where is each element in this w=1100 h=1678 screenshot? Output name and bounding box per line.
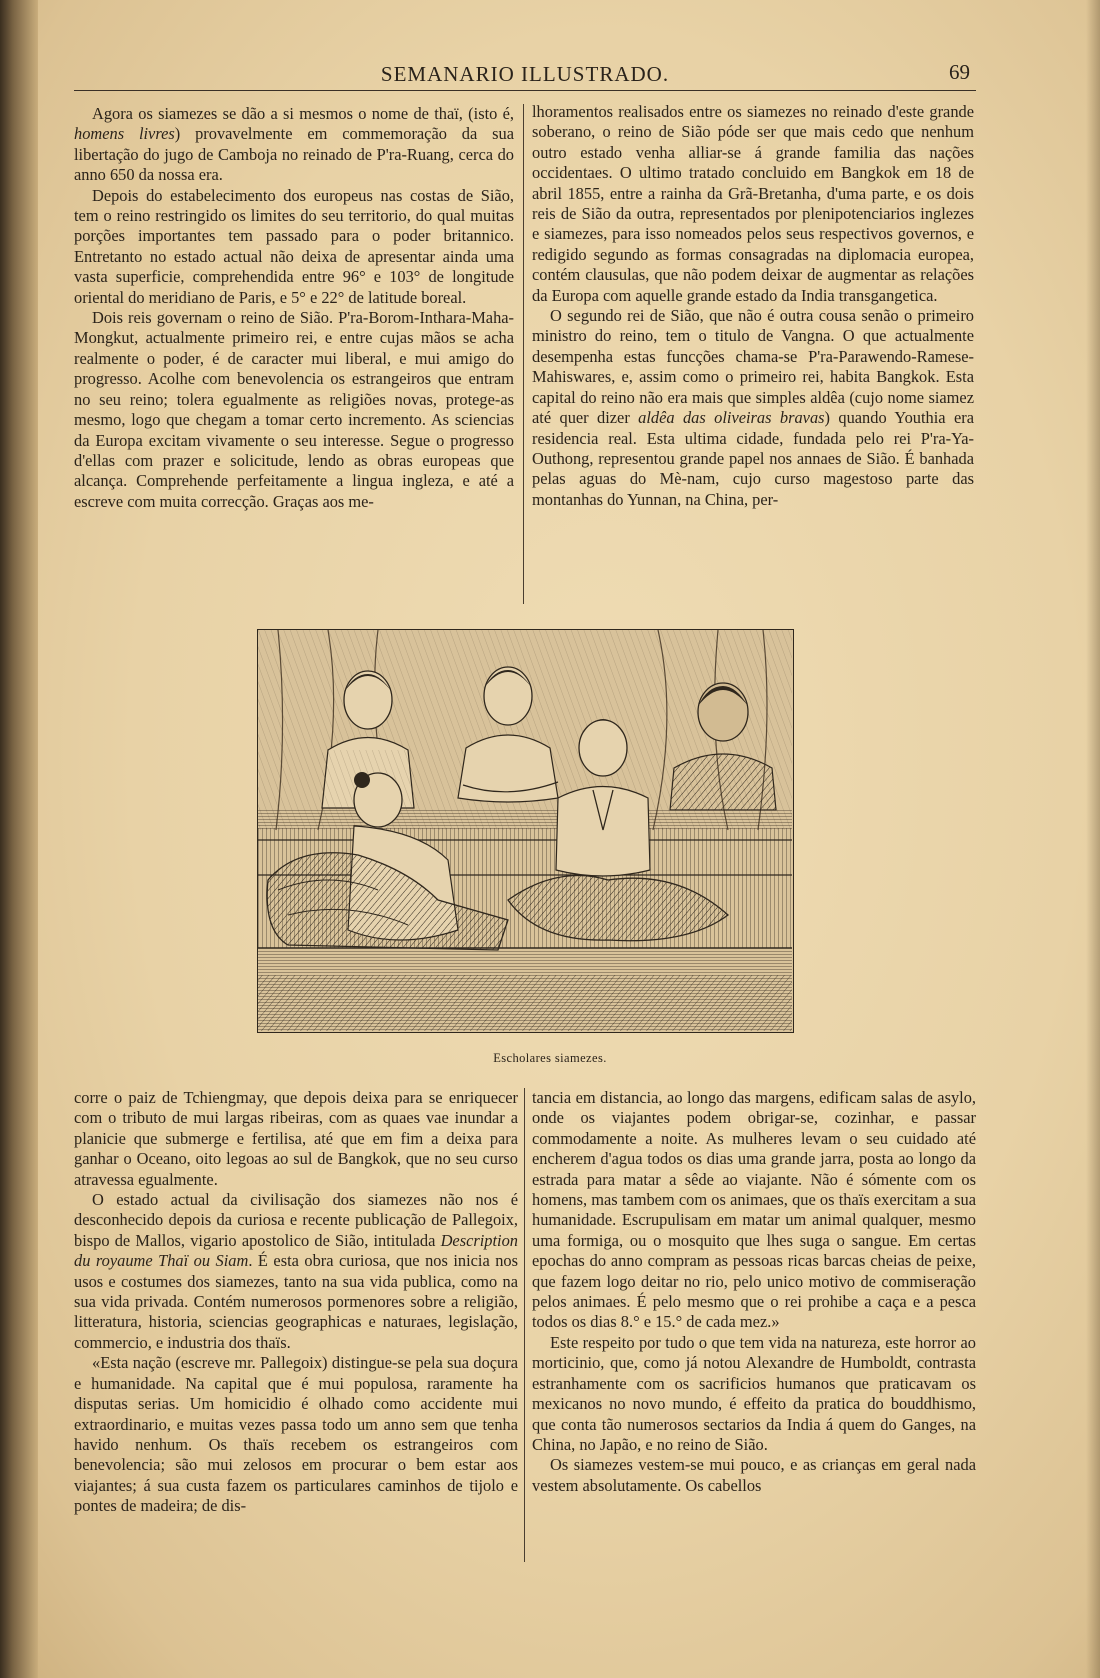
paragraph: O estado actual da civilisação dos siamezes não nos é desconhecido depois da curiosa e recente publicação de Pallegoix, bispo de Mallos, vigario apostolico de Sião, intitulada Description du royaume Thaï ou Siam. É esta obra curiosa, que nos inicia nos usos e costumes dos siamezes, tanto na sua vida publica, como na sua vida privada. Contém numerosos pormenores sobre a religião, litteratura, historia, sciencias geographicas e naturaes, legislação, commercio, e industria dos thaïs. [74,1190,518,1352]
paragraph: lhoramentos realisados entre os siamezes no reinado d'este grande soberano, o reino de Sião póde ser que mais cedo que nenhum outro estado venha alliar-se á grande familia das nações occidentaes. O ultimo tratado concluido em Bangkok em 18 de abril 1855, entre a rainha da Grã-Bretanha, d'uma parte, e os dois reis de Sião da outra, representados por plenipotenciarios inglezes e siamezes, para isso nomeados pelos seus respectivos governos, e redigido segundo as formas consagradas na diplomacia europea, contém clausulas, que não podem deixar de augmentar as relações da Europa com aquelle grande estado da India transgangetica. [532,102,974,305]
engraving-siamese-schoolboys [257,629,794,1033]
paragraph: «Esta nação (escreve mr. Pallegoix) distingue-se pela sua doçura e humanidade. Na capital que é mui populosa, raramente ha disputas serias. Um homicidio é olhado como accidente mui extraordinario, e muitas vezes passa todo um anno sem que tenha havido nenhum. Os thaïs recebem os estrangeiros com benevolencia; são mui zelosos em procurar o bem estar aos viajantes; á sua custa fazem os particulares caminhos de tijolo e pontes de madeira; de dis- [74,1353,518,1516]
italic-title: Description du royaume Thaï ou Siam [74,1230,518,1271]
column-top-left [74,104,514,512]
paragraph: Dois reis governam o reino de Sião. P'ra-Borom-Inthara-Maha-Mongkut, actualmente primeiro rei, e entre cujas mãos se acha realmente o poder, é de caracter mui liberal, e mui amigo do progresso. Acolhe com benevolencia os estrangeiros que entram no seu reino; tolera egualmente as religiões novas, protege-as mesmo, logo que chegam a tomar certo incremento. As sciencias da Europa excitam vivamente o seu interesse. Segue o progresso d'ellas com prazer e solicitude, lendo as obras europeas que alcança. Comprehende perfeitamente a lingua ingleza, e até a escreve com muita correcção. Graças aos me- [74,308,514,511]
page-header [74,60,976,91]
paragraph: Este respeito por tudo o que tem vida na natureza, este horror ao morticinio, que, como já notou Alexandre de Humboldt, contrasta estranhamente com os sacrificios humanos que praticavam os mexicanos no novo mundo, é effeito da pratica do bouddhismo, que conta tão numerosos sectarios da India á quem do Ganges, na China, no Japão, e no reino de Sião. [532,1332,976,1454]
paragraph: tancia em distancia, ao longo das margens, edificam salas de asylo, onde os viajantes podem obrigar-se, cozinhar, e passar commodamente a noite. As mulheres levam o seu cuidado até encherem d'agua todos os dias uma grande jarra, posta ao longo da estrada para matar a sêde ao viajante. Não é sómente com os homens, mas tambem com os animaes, que os thaïs exercitam a sua humanidade. Escrupulisam em matar um animal qualquer, mesmo uma formiga, ou o mosquito que lhes suga o sangue. Em certas epochas do anno compram as pessoas ricas barcas cheias de peixe, que fazem logo deitar no rio, pelo unico motivo de commiseração pelos animaes. É pelo mesmo que o rei prohibe a caça e a pesca todos os dias 8.° e 15.° de cada mez.» [532,1088,976,1332]
figure-caption: Escholares siamezes. [493,1051,607,1065]
column-bottom-right [532,1088,976,1496]
paragraph: Os siamezes vestem-se mui pouco, e as crianças em geral nada vestem absolutamente. Os cabellos [532,1455,976,1495]
italic-title: aldêa das oliveiras bravas [638,408,825,428]
column-divider-bottom [524,1088,525,1562]
engraving-illustration [258,630,792,1031]
italic-title: homens livres [74,124,175,144]
paragraph: Agora os siamezes se dão a si mesmos o nome de thaï, (isto é, homens livres) provavelmente em commemoração da sua libertação do jugo de Camboja no reinado de P'ra-Ruang, cerca do anno 650 da nossa era. [74,104,514,185]
paragraph: O segundo rei de Sião, que não é outra cousa senão o primeiro ministro do reino, tem o titulo de Vangna. O que actualmente desempenha estas funcções chama-se P'ra-Parawendo-Ramese-Mahiswares, e, assim como o primeiro rei, habita Bangkok. Esta capital do reino não era mais que simples aldêa (cujo nome siamez até quer dizer aldêa das oliveiras bravas) quando Youthia era residencia real. Esta ultima cidade, fundada pelo rei P'ra-Ya-Outhong, representou grande papel nos annaes de Sião. É banhada pelas aguas do Mè-nam, cujo curso magestoso parte das montanhas do Yunnan, na China, per- [532,306,974,509]
running-title: SEMANARIO ILLUSTRADO. [380,62,670,86]
paragraph: corre o paiz de Tchiengmay, que depois deixa para se enriquecer com o tributo de mui largas ribeiras, com as quaes vae inundar a planicie que submerge e fertilisa, até que em fim a deixa para ganhar o Oceano, oito legoas ao sul de Bangkok, que no seu curso atravessa egualmente. [74,1088,518,1189]
column-top-right [532,102,974,510]
column-divider-top [523,104,524,604]
paragraph: Depois do estabelecimento dos europeus nas costas de Sião, tem o reino restringido os limites do seu territorio, do qual muitas porções importantes tem passado para o poder britannico. Entretanto no estado actual não deixa de apresentar ainda uma vasta superficie, comprehendida entre 96° e 103° de longitude oriental do meridiano de Paris, e 5° e 22° de latitude boreal. [74,185,514,307]
page-number: 69 [949,60,970,84]
column-bottom-left [74,1088,518,1517]
